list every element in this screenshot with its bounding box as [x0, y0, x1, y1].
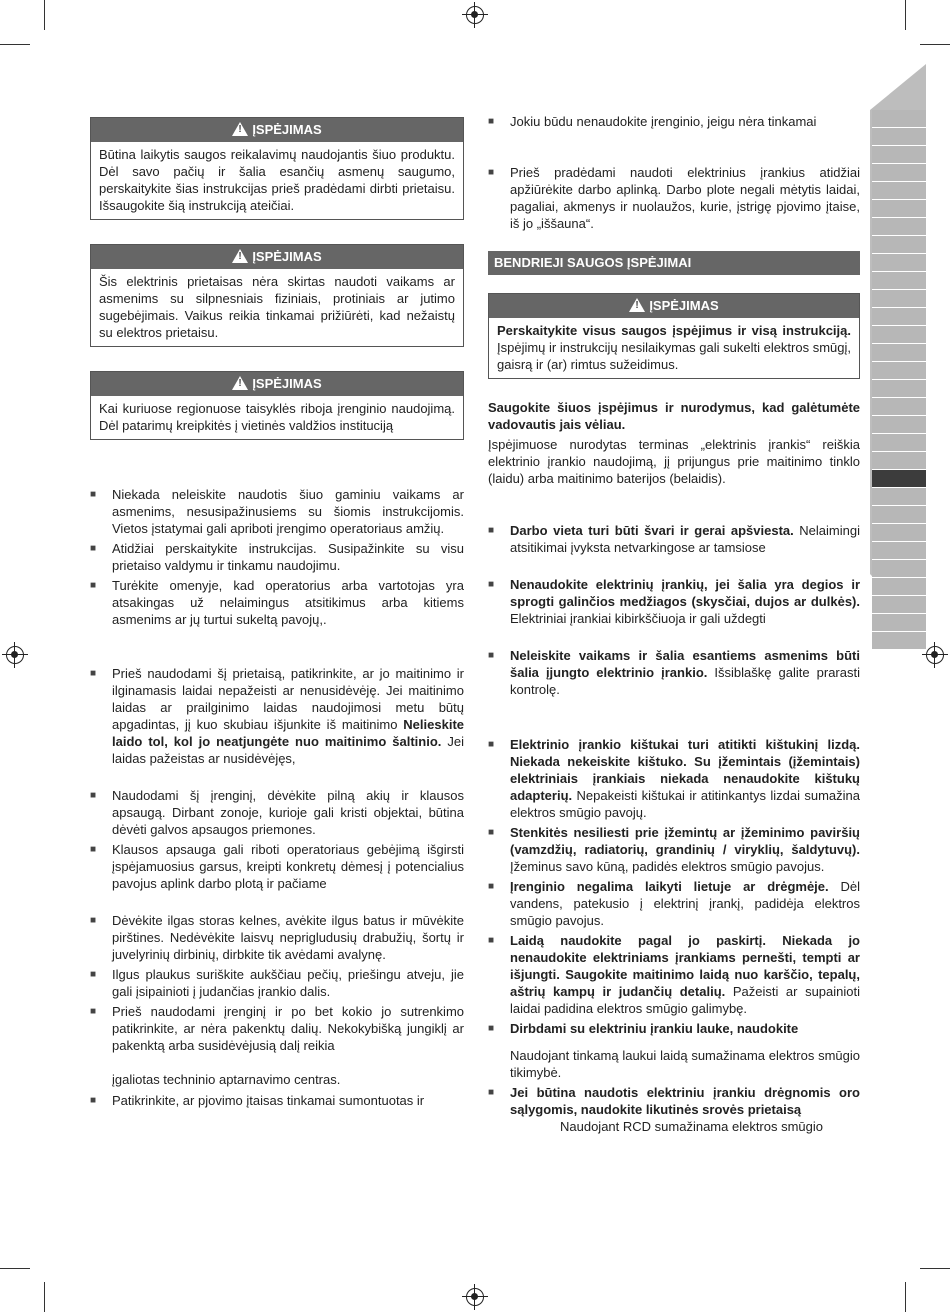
warning-text [489, 318, 859, 378]
warning-box [90, 371, 464, 440]
registration-mark-icon [466, 6, 484, 24]
list-item: ■ Patikrinkite, ar pjovimo įtaisas tinkamai sumontuotas ir [90, 1092, 464, 1109]
list-item-bold: Stenkitės nesiliesti prie įžemintų ar įžeminimo paviršių (vamzdžių, radiatorių, grandinių / viryklių, šaldytuvų). [510, 825, 860, 857]
warning-text: Būtina laikytis saugos reikalavimų naudojantis šiuo produktu. Dėl savo pačių ir šalia esančių asmenų saugumo, perskaitykite šias instrukcijas prieš pradėdami dirbti prietaisu. Išsaugokite šią instrukciją ateičiai. [99, 147, 455, 213]
warning-icon: ! [232, 249, 248, 263]
list-item-text: Įžeminus savo kūną, padidės elektros smūgio pavojus. [510, 859, 825, 874]
warning-label: ĮSPĖJIMAS [649, 298, 719, 313]
list-item-bold: Elektrinio įrankio kištukai turi atitikti kištukinį lizdą. Niekada nekeiskite kištuko. Su įžemintais (įžemintais) elektriniais įrankiais niekada nenaudokite kištukų adapterių. [510, 737, 860, 803]
list-item-text: Elektriniai įrankiai kibirkščiuoja ir gali uždegti [510, 611, 766, 626]
list-item: ■ Prieš pradėdami naudoti elektrinius įrankius atidžiai apžiūrėkite darbo aplinką. Darbo plote negali mėtytis laidai, pagaliai, akmenys ir nuolaužos, kurie, įstrigę pjovimo įtaise, iš jo „iššauna“. [488, 164, 860, 232]
list-item-bold: Jei būtina naudotis elektriniu įrankiu drėgnomis oro sąlygomis, naudokite likutinės srovės prietaisą [510, 1085, 860, 1117]
language-tab [872, 182, 926, 200]
warning-header [489, 294, 859, 318]
list-item-bold: Dirbdami su elektriniu įrankiu lauke, naudokite [510, 1021, 799, 1036]
language-tab [872, 344, 926, 362]
list-item-continuation: įgaliotas techninio aptarnavimo centras. [112, 1072, 341, 1087]
list-item-text: Išsiblaškę galite prarasti kontrolę. [510, 665, 860, 697]
language-tab [872, 308, 926, 326]
list-item-bold: Neleiskite vaikams ir šalia esantiems asmenims būti šalia įjungto elektrinio įrankio. [510, 648, 860, 680]
list-item-text: Prieš naudodami šį prietaisą, patikrinkite, ar jo maitinimo ir ilginamasis laidai nepažeisti ar nenusidėvėję. Jei maitinimo laidas ar prailginimo laidas naudojimosi metu būtų apgadintas, jį kuo skubiau išjunkite iš maitinimo [112, 666, 464, 732]
list-item [90, 665, 464, 767]
language-tab [872, 434, 926, 452]
warning-header [91, 245, 463, 269]
warning-icon: ! [629, 298, 645, 312]
right-column [488, 113, 860, 1135]
warning-text: Šis elektrinis prietaisas nėra skirtas naudoti vaikams ar asmenims su silpnesniais fiziniais, protiniais ar jutimo sugebėjimais. Vaikus reikia tinkamai prižiūrėti, kad nežaistų su elektros prietaisu. [99, 274, 455, 340]
language-tab [872, 362, 926, 380]
warning-label: ĮSPĖJIMAS [252, 249, 322, 264]
list-item: ■ Prieš naudodami įrenginį ir po bet kokio jo sutrenkimo patikrinkite, ar nėra pakenktų dalių. Nekokybišką jungiklį ar pakenktą arba susidėvėjusią dalį reikia [90, 1003, 464, 1054]
list-item: ■ Klausos apsauga gali riboti operatoriaus gebėjimą išgirsti įspėjamuosius garsus, kreipti konkretų dėmesį į potencialius pavojus aplink darbo plotą ir pačiame [90, 841, 464, 892]
warning-bold: Perskaitykite visus saugos įspėjimus ir visą instrukciją. [497, 323, 851, 338]
list-item [488, 522, 860, 556]
list-item [488, 824, 860, 875]
list-item: ■ Ilgus plaukus suriškite aukščiau pečių, priešingu atveju, jie gali įsipainioti į judančias įrankio dalis. [90, 966, 464, 1000]
left-column [90, 117, 464, 1109]
warning-header [91, 118, 463, 142]
warning-text-span: Įspėjimų ir instrukcijų nesilaikymas gali sukelti elektros smūgį, gaisrą ir (ar) rimtus sužeidimus. [497, 340, 852, 372]
crop-mark [44, 0, 45, 30]
language-tab [872, 326, 926, 344]
language-tab [872, 416, 926, 434]
list-item [488, 932, 860, 1017]
list-item-text: Nelaimingi atsitikimai įvyksta netvarkingose ar tamsiose [510, 523, 860, 555]
keep-bold: Saugokite šiuos įspėjimus ir nurodymus, kad galėtumėte vadovautis jais vėliau. [488, 400, 860, 432]
list-item [488, 647, 860, 698]
list-item: ■ Dėvėkite ilgas storas kelnes, avėkite ilgus batus ir mūvėkite pirštines. Nedėvėkite laisvų neprigludusių drabužių, šortų ir juvelyrinių dirbinių, dirbkite tik avėdami avalynę. [90, 912, 464, 963]
list-item-bold: Įrenginio negalima laikyti lietuje ar drėgmėje. [510, 879, 829, 894]
list-item [488, 736, 860, 821]
language-tab [872, 290, 926, 308]
list-item-bold: Laidą naudokite pagal jo paskirtį. Niekada jo nenaudokite elektriniams įrankiams pernešti, tempti ar išjungti. Saugokite maitinimo laidą nuo karščio, tepalų, aštrių kampų ir judančių detalių. [510, 933, 860, 999]
language-tab [872, 236, 926, 254]
language-tab [872, 524, 926, 542]
list-item [488, 576, 860, 627]
language-tab [872, 632, 926, 650]
crop-mark [920, 1268, 950, 1269]
warning-box [90, 244, 464, 347]
crop-mark [44, 1282, 45, 1312]
warning-icon: ! [232, 122, 248, 136]
list-item-bold: Nelieskite laido tol, kol jo neatjungėte nuo maitinimo šaltinio. [112, 717, 464, 749]
warning-text: Kai kuriuose regionuose taisyklės riboja įrenginio naudojimą. Dėl patarimų kreipkitės į vietinės valdžios instituciją [99, 401, 455, 433]
language-tab [872, 452, 926, 470]
list-item: ■ Niekada neleiskite naudotis šiuo gaminiu vaikams ar asmenims, nesusipažinusiems su šiomis instrukcijomis. Vietos įstatymai gali apriboti įrengimo operatoriaus amžių. [90, 486, 464, 537]
language-tab [872, 578, 926, 596]
language-tab [872, 560, 926, 578]
list-item: ■ Jokiu būdu nenaudokite įrenginio, jeigu nėra tinkamai [488, 113, 860, 130]
list-item-text: Jei laidas pažeistas ar nusidėvėjęs, [112, 734, 464, 766]
crop-mark [905, 1282, 906, 1312]
language-tab [872, 128, 926, 146]
list-item [488, 1020, 860, 1037]
language-tab [872, 110, 926, 128]
list-item [488, 1084, 860, 1118]
language-tab [872, 146, 926, 164]
language-tab [872, 380, 926, 398]
language-tab [872, 164, 926, 182]
crop-mark [905, 0, 906, 30]
language-tab [872, 506, 926, 524]
registration-mark-icon [466, 1288, 484, 1306]
language-tab [872, 596, 926, 614]
registration-mark-icon [926, 646, 944, 664]
language-tab [872, 398, 926, 416]
registration-mark-icon [6, 646, 24, 664]
language-tab [872, 254, 926, 272]
list-item: ■ Atidžiai perskaitykite instrukcijas. Susipažinkite su visu prietaiso valdymu ir tinkamu naudojimu. [90, 540, 464, 574]
language-tab-strip [872, 110, 926, 650]
language-tab [872, 200, 926, 218]
warning-label: ĮSPĖJIMAS [252, 376, 322, 391]
language-tab-active [872, 470, 926, 488]
term-explanation: Įspėjimuose nurodytas terminas „elektrinis įrankis“ reiškia elektrinio įrankio naudojimą, jį prijungus prie maitinimo tinklo (laidu) arba maitinimo baterijos (belaidis). [488, 437, 860, 486]
list-item-continuation: Naudojant tinkamą laukui laidą sumažinama elektros smūgio tikimybė. [510, 1048, 860, 1080]
crop-mark [0, 44, 30, 45]
list-item-text: Nepakeisti kištukai ir atitinkantys lizdai sumažina elektros smūgio pavojų. [510, 788, 860, 820]
crop-mark [0, 1268, 30, 1269]
list-item-continuation: Naudojant RCD sumažinama elektros smūgio [560, 1119, 824, 1134]
crop-mark [920, 44, 950, 45]
warning-icon: ! [232, 376, 248, 390]
list-item [488, 878, 860, 929]
language-tab [872, 272, 926, 290]
language-tab [872, 542, 926, 560]
list-item-bold: Darbo vieta turi būti švari ir gerai apšviesta. [510, 523, 794, 538]
language-tab [872, 218, 926, 236]
warning-box [488, 293, 860, 379]
warning-label: ĮSPĖJIMAS [252, 122, 322, 137]
language-tab [872, 488, 926, 506]
section-title: BENDRIEJI SAUGOS ĮSPĖJIMAI [488, 251, 860, 275]
list-item-text: Dėl vandens, patekusio į elektrinį įrankį, padidėja elektros smūgio pavojus. [510, 879, 860, 928]
list-item-text: Pažeisti ar supainioti laidai padidina elektros smūgio galimybę. [510, 984, 860, 1016]
list-item: ■ Naudodami šį įrenginį, dėvėkite pilną akių ir klausos apsaugą. Dirbant zonoje, kurioje gali kristi objektai, būtina dėvėti galvos apsaugos priemones. [90, 787, 464, 838]
language-tab [872, 614, 926, 632]
list-item: ■ Turėkite omenyje, kad operatorius arba vartotojas yra atsakingas už nelaimingus atsitikimus arba kitiems asmenims ar jų turtui sukeltą pavojų,. [90, 577, 464, 628]
list-item-bold: Nenaudokite elektrinių įrankių, jei šalia yra degios ir sprogti galinčios medžiagos (skysčiai, dujos ar dulkės). [510, 577, 860, 609]
keep-instructions [488, 399, 860, 433]
warning-header [91, 372, 463, 396]
warning-box [90, 117, 464, 220]
